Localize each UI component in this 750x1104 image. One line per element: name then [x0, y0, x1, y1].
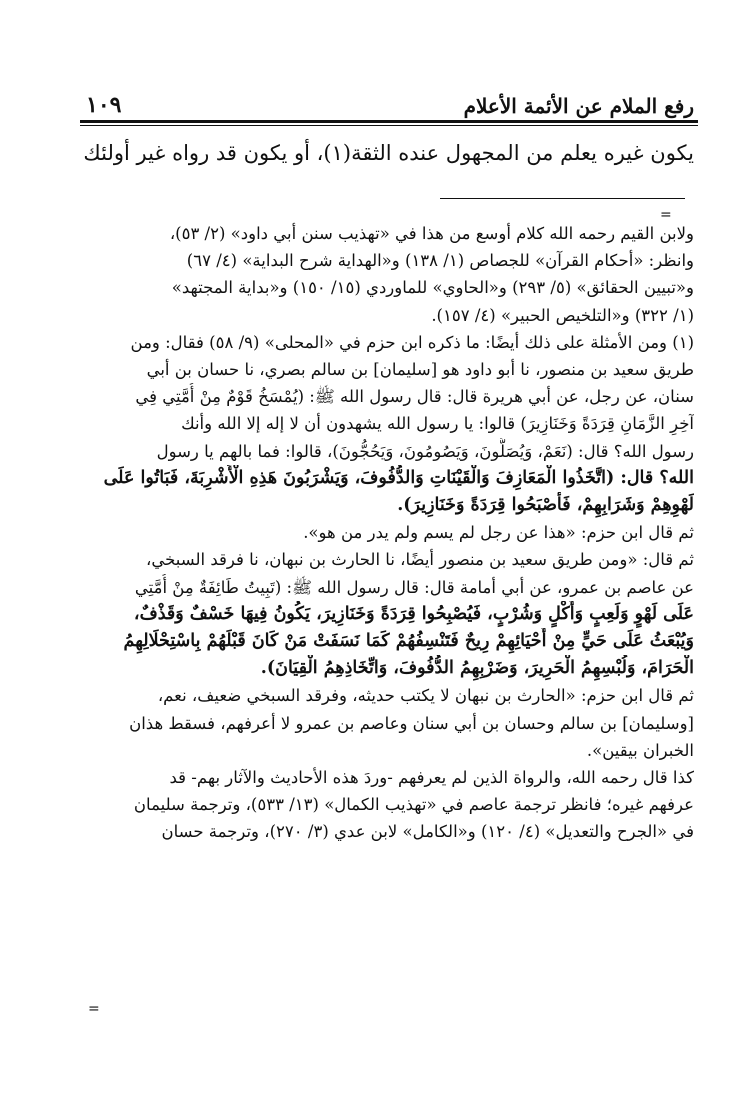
- footnote-line: عَلَى لَهْوٍ وَلَعِبٍ وَأَكْلٍ وَشُرْبٍ، فَيُصْبِحُوا قِرَدَةً وَخَنَازِيرَ، يَكُونُ فِيهَا خَسْفٌ وَقَذْفٌ،: [133, 603, 694, 624]
- footnote-line: الْحَرَامَ، وَلُبْسِهِمُ الْحَرِيرَ، وَضَرْبِهِمُ الدُّفُوفَ، وَاتِّخَاذِهِمُ الْقِيَانَ).: [260, 658, 694, 679]
- footnote-line: الخبران بيقين».: [586, 740, 694, 760]
- footnote-line: ثم قال: «ومن طريق سعيد بن منصور أيضًا، نا الحارث بن نبهان، نا فرقد السبخي،: [146, 550, 694, 570]
- header-rule-thin: [80, 125, 698, 126]
- page-number: ١٠٩: [86, 92, 122, 118]
- footnote-line: و«تبيين الحقائق» (٥/ ٢٩٣) و«الحاوي» للماوردي (١٥/ ١٥٠) و«بداية المجتهد»: [171, 278, 694, 298]
- running-title: رفع الملام عن الأئمة الأعلام: [463, 94, 694, 118]
- footnote-line: ثم قال ابن حزم: «هذا عن رجل لم يسم ولم يدر من هو».: [303, 523, 694, 543]
- footnote-line: (١) ومن الأمثلة على ذلك أيضًا: ما ذكره ابن حزم في «المحلى» (٩/ ٥٨) فقال: ومن: [130, 332, 694, 352]
- main-text: يكون غيره يعلم من المجهول عنده الثقة(١)، أو يكون قد رواه غير أولئك: [83, 141, 694, 165]
- continuation-mark-top: =: [660, 207, 672, 223]
- footnotes: [78, 220, 694, 846]
- footnote-line: [وسليمان] بن سالم وحسان بن أبي سنان وعاصم بن عمرو لا أعرفهم، فسقط هذان: [129, 713, 694, 733]
- footnote-separator: [440, 198, 685, 199]
- footnote-line: لَهْوِهِمْ وَشَرَابِهِمْ، فَأَصْبَحُوا قِرَدَةً وَخَنَازِيرَ).: [397, 495, 694, 516]
- footnote-line: (١/ ٣٢٢) و«التلخيص الحبير» (٤/ ١٥٧).: [431, 305, 694, 325]
- footnote-line: وَيُبْعَثُ عَلَى حَيٍّ مِنْ أَحْيَائِهِمْ رِيحٌ فَتَنْسِفُهُمْ كَمَا نَسَفَتْ مَنْ كَانَ قَبْلَهُمْ بِاسْتِحْلَالِهِمُ: [123, 631, 694, 652]
- footnote-line: الله؟ قال: (اتَّخَذُوا الْمَعَازِفَ وَالْقَيْنَاتِ وَالدُّفُوفَ، وَيَشْرَبُونَ هَذِهِ الْأَشْرِبَةَ، فَبَاتُوا عَلَى: [103, 467, 694, 488]
- footnote-line: ثم قال ابن حزم: «الحارث بن نبهان لا يكتب حديثه، وفرقد السبخي ضعيف، نعم،: [157, 686, 694, 706]
- footnote-line: عن عاصم بن عمرو، عن أبي أمامة قال: قال رسول الله ﷺ: (تَبِيتُ طَائِفَةٌ مِنْ أُمَّتِي: [134, 577, 694, 597]
- header-rule-thick: [80, 120, 698, 123]
- footnote-line: رسول الله؟ قال: (نَعَمْ، وَيُصَلُّونَ، وَيَصُومُونَ، وَيَحُجُّونَ)، قالوا: فما بالهم يا رسول: [156, 441, 694, 461]
- footnote-line: ولابن القيم رحمه الله كلام أوسع من هذا في «تهذيب سنن أبي داود» (٢/ ٥٣)،: [169, 224, 694, 243]
- footnote-line: طريق سعيد بن منصور، نا أبو داود هو [سليمان] بن سالم بصري، نا حسان بن أبي: [146, 360, 694, 380]
- footnote-line: وانظر: «أحكام القرآن» للجصاص (١/ ١٣٨) و«الهداية شرح البداية» (٤/ ٦٧): [186, 251, 694, 271]
- footnote-line: كذا قال رحمه الله، والرواة الذين لم يعرفهم -وردَ هذه الأحاديث والآثار بهم- قد: [169, 768, 694, 788]
- continuation-mark-bottom: =: [88, 1001, 100, 1017]
- footnote-line: آخِرِ الزَّمَانِ قِرَدَةً وَخَنَازِيرَ) قالوا: يا رسول الله يشهدون أن لا إله إلا الله وأنك: [181, 414, 694, 434]
- footnote-line: سنان، عن رجل، عن أبي هريرة قال: قال رسول الله ﷺ: (يُمْسَخُ قَوْمٌ مِنْ أُمَّتِي فِي: [135, 387, 694, 407]
- footnote-line: في «الجرح والتعديل» (٤/ ١٢٠) و«الكامل» لابن عدي (٣/ ٢٧٠)، وترجمة حسان: [161, 822, 694, 842]
- footnote-line: عرفهم غيره؛ فانظر ترجمة عاصم في «تهذيب الكمال» (١٣/ ٥٣٣)، وترجمة سليمان: [133, 795, 694, 815]
- page-header: [86, 88, 694, 118]
